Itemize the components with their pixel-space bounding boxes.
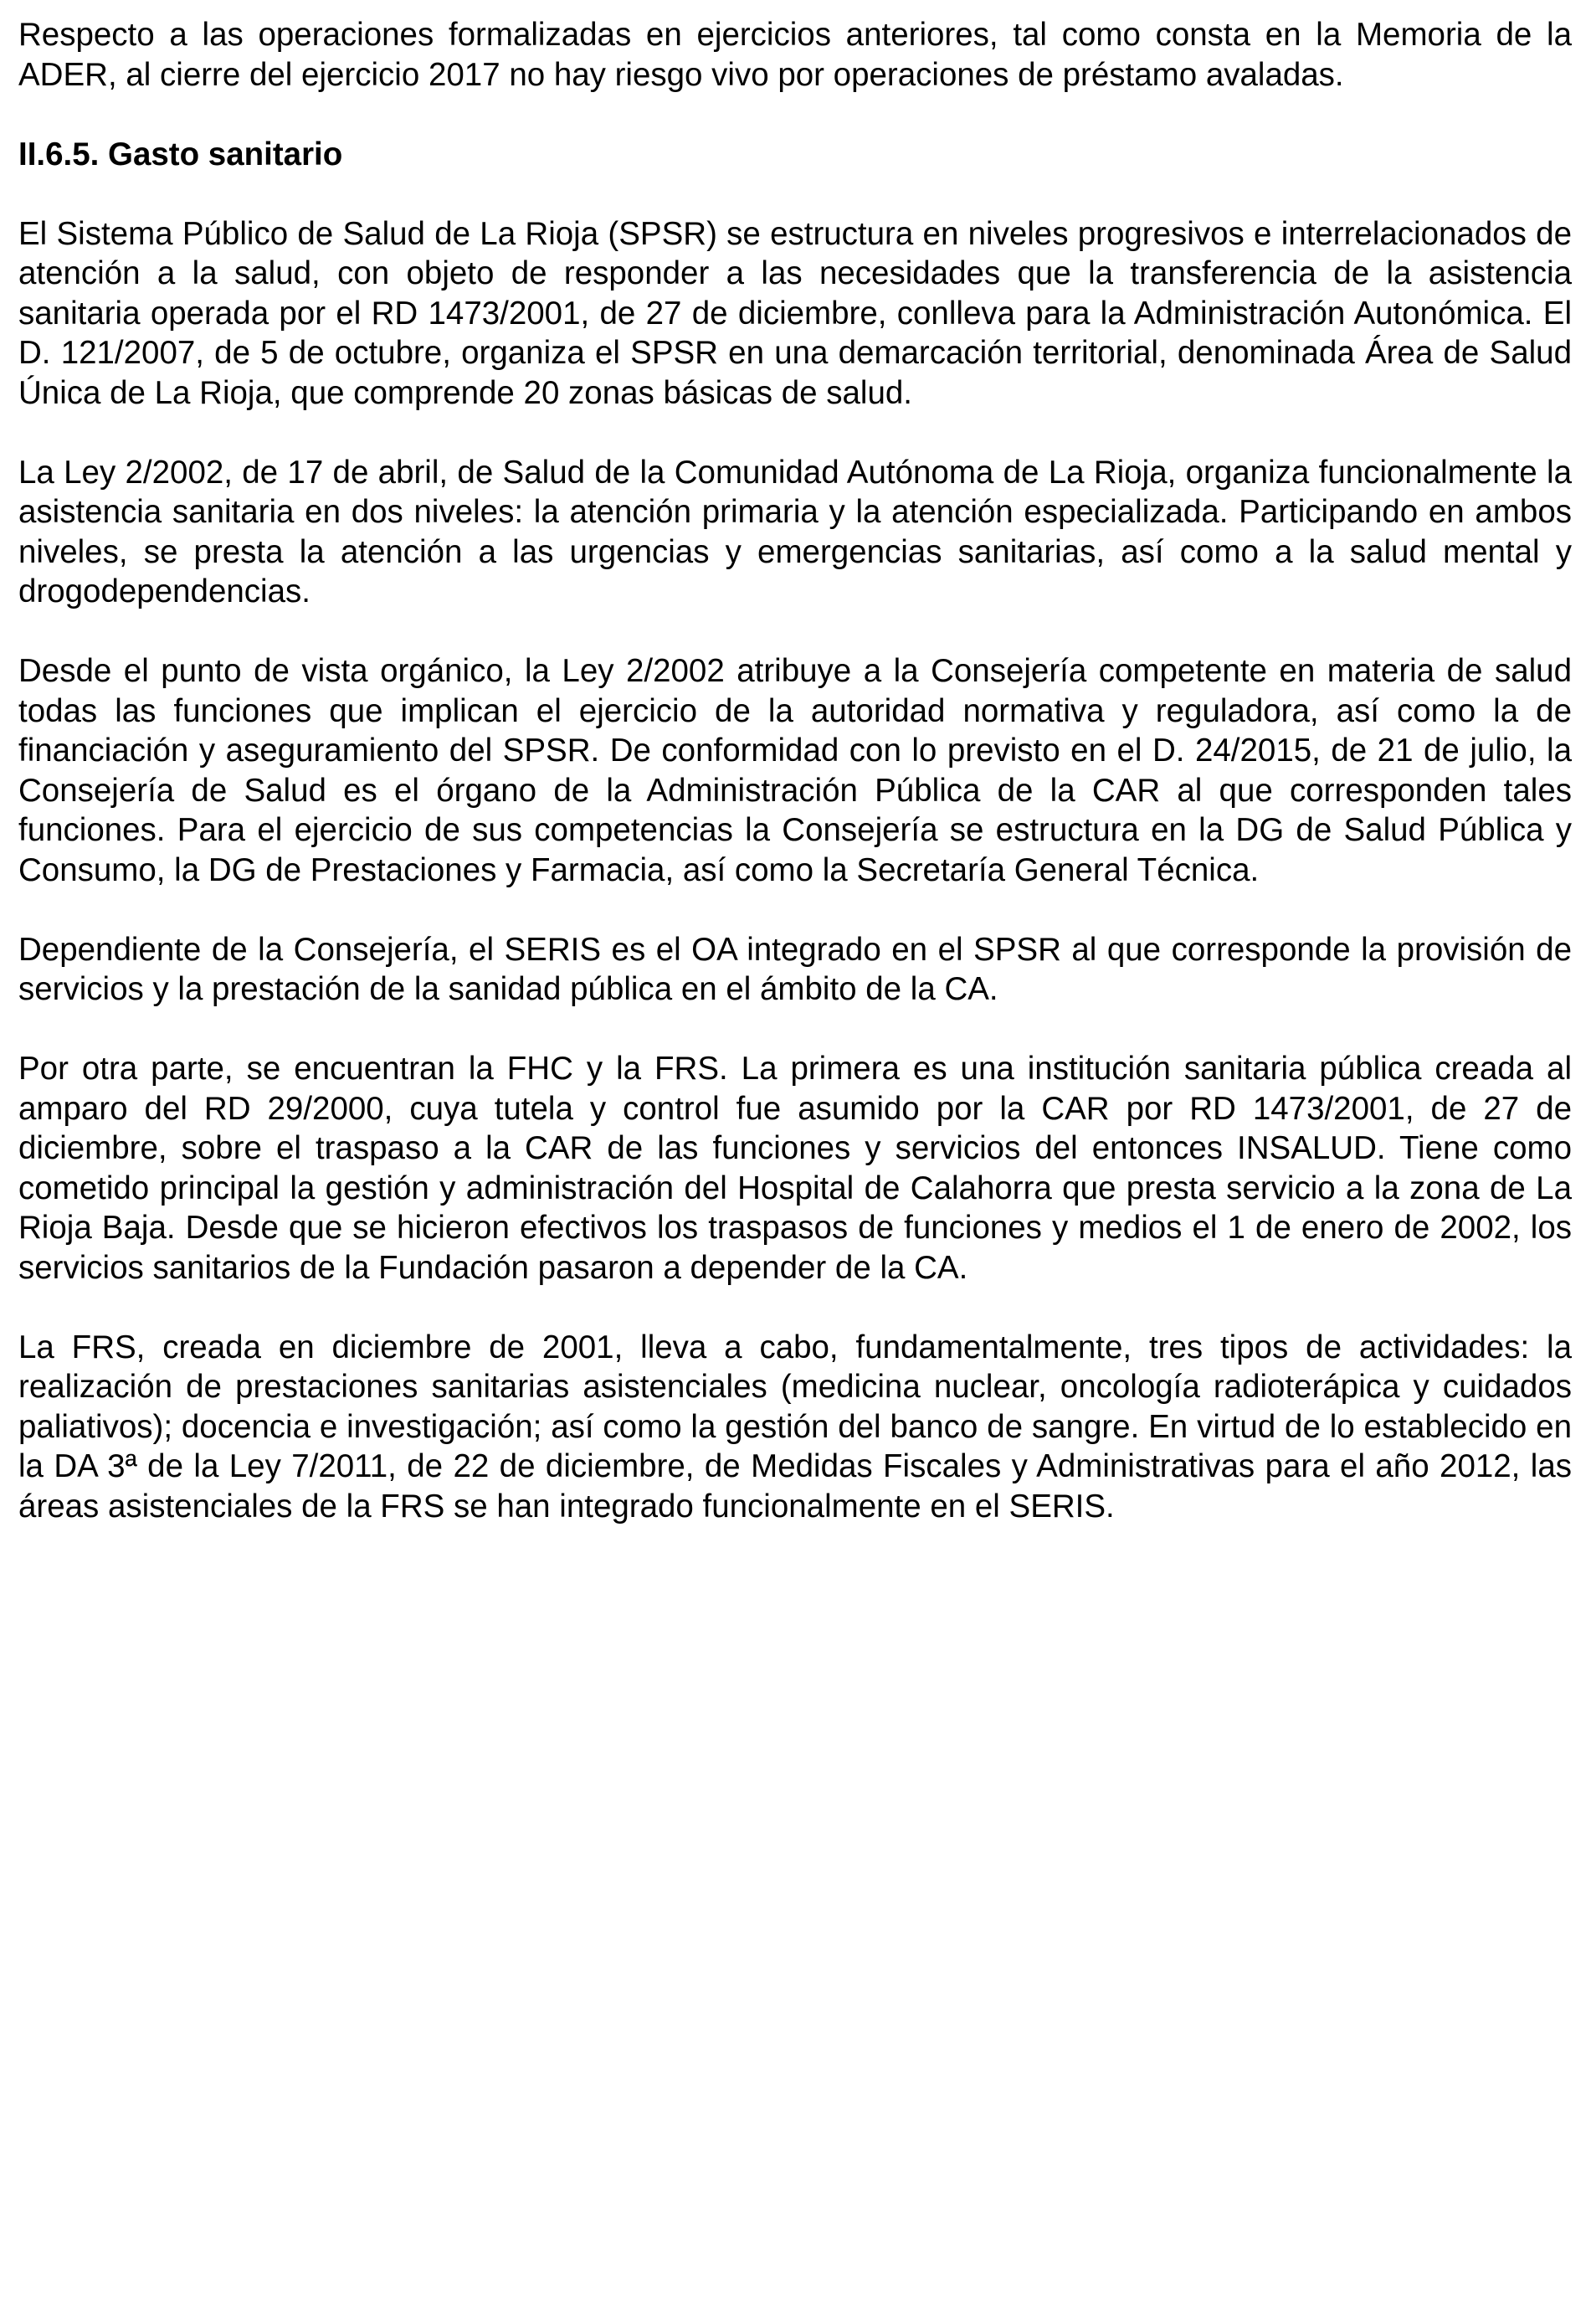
paragraph-ley-salud: La Ley 2/2002, de 17 de abril, de Salud de la Comunidad Autónoma de La Rioja, organiza funcionalmente la asistencia sanitaria en dos niveles: la atención primaria y la atención especializada. Participando en ambos niveles, se presta la atención a las urgencias y emergencias sanitarias, así como a la salud mental y drogodependencias. [18,454,1572,609]
paragraph-seris: Dependiente de la Consejería, el SERIS es el OA integrado en el SPSR al que corresponde la provisión de servicios y la prestación de la sanidad pública en el ámbito de la CA. [18,931,1572,1007]
paragraph-spsr-structure: El Sistema Público de Salud de La Rioja (SPSR) se estructura en niveles progresivos e interrelacionados de atención a la salud, con objeto de responder a las necesidades que la transferencia de la asistencia sanitaria operada por el RD 1473/2001, de 27 de diciembre, conlleva para la Administración Autonómica. El D. 121/2007, de 5 de octubre, organiza el SPSR en una demarcación territorial, denominada Área de Salud Única de La Rioja, que comprende 20 zonas básicas de salud. [18,215,1572,411]
paragraph-organic-view: Desde el punto de vista orgánico, la Ley 2/2002 atribuye a la Consejería competente en materia de salud todas las funciones que implican el ejercicio de la autoridad normativa y reguladora, así como la de financiación y aseguramiento del SPSR. De conformidad con lo previsto en el D. 24/2015, de 21 de julio, la Consejería de Salud es el órgano de la Administración Pública de la CAR al que corresponden tales funciones. Para el ejercicio de sus competencias la Consejería se estructura en la DG de Salud Pública y Consumo, la DG de Prestaciones y Farmacia, así como la Secretaría General Técnica. [18,653,1572,888]
section-heading: II.6.5. Gasto sanitario [18,136,343,172]
document-page [18,15,1572,1566]
paragraph-fhc-frs: Por otra parte, se encuentran la FHC y la FRS. La primera es una institución sanitaria pública creada al amparo del RD 29/2000, cuya tutela y control fue asumido por la CAR por RD 1473/2001, de 27 de diciembre, sobre el traspaso a la CAR de las funciones y servicios del entonces INSALUD. Tiene como cometido principal la gestión y administración del Hospital de Calahorra que presta servicio a la zona de La Rioja Baja. Desde que se hicieron efectivos los traspasos de funciones y medios el 1 de enero de 2002, los servicios sanitarios de la Fundación pasaron a depender de la CA. [18,1051,1572,1286]
intro-paragraph: Respecto a las operaciones formalizadas en ejercicios anteriores, tal como consta en la Memoria de la ADER, al cierre del ejercicio 2017 no hay riesgo vivo por operaciones de préstamo avaladas. [18,17,1572,93]
paragraph-frs-activities: La FRS, creada en diciembre de 2001, lleva a cabo, fundamentalmente, tres tipos de actividades: la realización de prestaciones sanitarias asistenciales (medicina nuclear, oncología radioterápica y cuidados paliativos); docencia e investigación; así como la gestión del banco de sangre. En virtud de lo establecido en la DA 3ª de la Ley 7/2011, de 22 de diciembre, de Medidas Fiscales y Administrativas para el año 2012, las áreas asistenciales de la FRS se han integrado funcionalmente en el SERIS. [18,1329,1572,1524]
